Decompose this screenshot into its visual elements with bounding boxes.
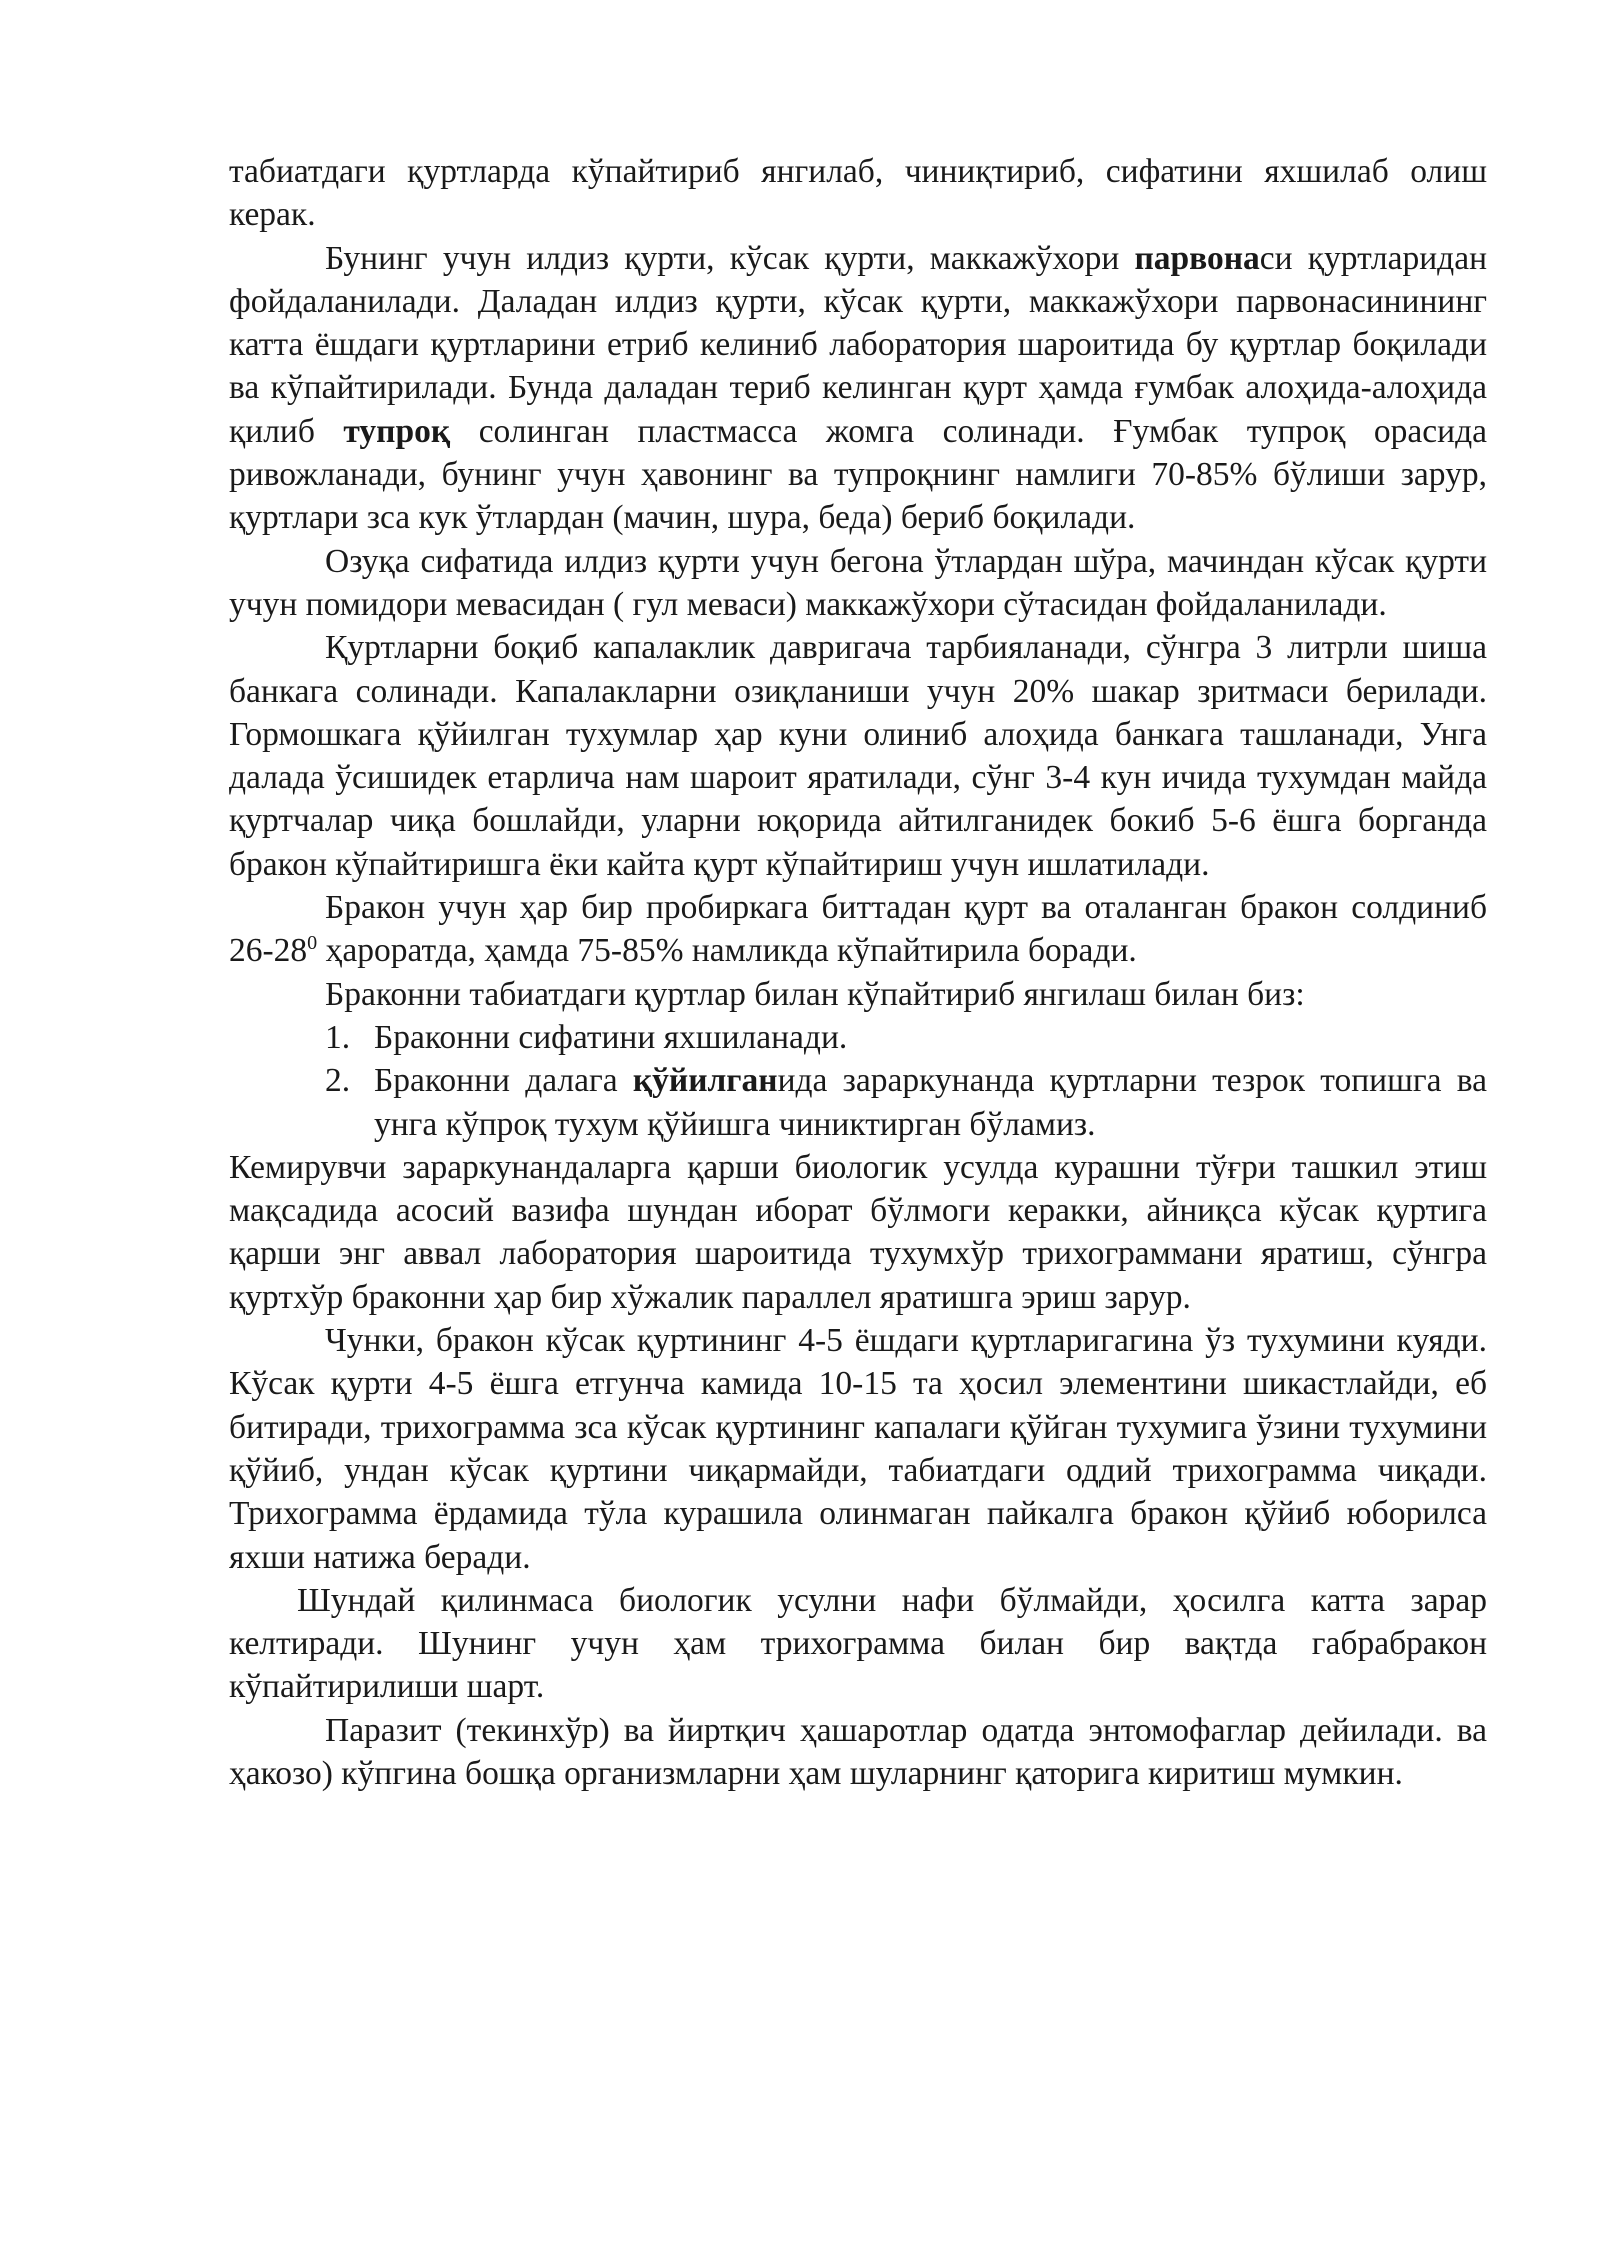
paragraph-2 bbox=[229, 237, 1487, 540]
list-item-number: 2. bbox=[325, 1062, 351, 1100]
paragraph-2-text-c: си қуртларидан фойдаланилади. Даладан илдиз қурти, кўсак қурти, маккажўхори парвонасинининг катта ёшдаги қуртларини етриб келиниб лаборатория шароитида бу қуртлар боқилади ва кўпайтирилади. Бунда даладан териб келинган қурт ҳамда ғумбак алоҳида-алоҳида қилиб bbox=[229, 239, 1487, 450]
paragraph-6: Браконни табиатдаги қуртлар билан кўпайтириб янгилаш билан биз: bbox=[325, 975, 1305, 1013]
bold-word-tuproq: тупроқ bbox=[343, 412, 451, 450]
paragraph-9: Шундай қилинмаса биологик усулни нафи бўлмайди, ҳосилга катта зарар келтиради. Шунинг учун ҳам трихограмма билан бир вақтда габрабракон кўпайтирилиши шарт. bbox=[229, 1581, 1487, 1706]
paragraph-3: Озуқа сифатида илдиз қурти учун бегона ўтлардан шўра, мачиндан кўсак қурти учун помидори мевасидан ( гул меваси) маккажўхори сўтасидан фойдаланилади. bbox=[229, 542, 1487, 623]
degree-superscript: 0 bbox=[307, 932, 318, 955]
paragraph-1: табиатдаги қуртларда кўпайтириб янгилаб, чиниқтириб, сифатини яхшилаб олиш керак. bbox=[229, 153, 1487, 234]
paragraph-8: Чунки, бракон кўсак қуртининг 4-5 ёшдаги қуртларигагина ўз тухумини куяди. Кўсак қурти 4-5 ёшга етгунча камида 10-15 та ҳосил элементини шикастлайди, еб битиради, трихограмма зса кўсак қуртининг капалаги қўйган тухумига ўзини тухумини қўйиб, ундан кўсак қуртини чиқармайди, табиатдаги оддий трихограмма чиқади. Трихограмма ёрдамида тўла курашила олинмаган пайкалга бракон қўйиб юборилса яхши натижа беради. bbox=[229, 1322, 1487, 1576]
bold-word-parvona: парвона bbox=[1134, 239, 1260, 277]
document-page bbox=[229, 150, 1487, 1795]
paragraph-5 bbox=[229, 886, 1487, 973]
paragraph-5-text-a: Бракон учун ҳар бир пробиркага биттадан қурт ва оталанган бракон солдиниб 26-28 bbox=[229, 889, 1487, 970]
list-item-text-c: ида зараркунанда қуртларни тезрок топишга ва унга кўпроқ тухум қўйишга чиниктирган бўламиз. bbox=[374, 1062, 1487, 1143]
paragraph-7: Кемирувчи зараркунандаларга қарши биологик усулда курашни тўғри ташкил этиш мақсадида асосий вазифа шундан иборат бўлмоги керакки, айниқса кўсак қуртига қарши энг аввал лаборатория шароитида тухумхўр трихограммани яратиш, сўнгра қуртхўр браконни ҳар бир хўжалик параллел яратишга эриш зарур. bbox=[229, 1148, 1487, 1316]
list-item bbox=[229, 1059, 1487, 1146]
paragraph-4: Қуртларни боқиб капалаклик давригача тарбияланади, сўнгра 3 литрли шиша банкага солинади. Капалакларни озиқланиши учун 20% шакар зритмаси берилади. Гормошкага қўйилган тухумлар ҳар куни олиниб алоҳида банкага ташланади, Унга далада ўсишидек етарлича нам шароит яратилади, сўнг 3-4 кун ичида тухумдан майда қуртчалар чиқа бошлайди, уларни юқорида айтилганидек бокиб 5-6 ёшга борганда бракон кўпайтиришга ёки кайта қурт кўпайтириш учун ишлатилади. bbox=[229, 629, 1487, 883]
paragraph-2-text-a: Бунинг учун илдиз қурти, кўсак қурти, маккажўхори bbox=[325, 239, 1135, 277]
bold-word-quyilgan: қўйилган bbox=[632, 1062, 778, 1100]
list-item-text: Браконни сифатини яхшиланади. bbox=[374, 1018, 848, 1056]
numbered-list bbox=[229, 1016, 1487, 1146]
list-item bbox=[229, 1016, 1487, 1059]
list-item-number: 1. bbox=[325, 1018, 351, 1056]
paragraph-5-text-b: ҳароратда, ҳамда 75-85% намликда кўпайтирила боради. bbox=[317, 932, 1137, 970]
paragraph-2-text-e: солинган пластмасса жомга солинади. Ғумбак тупроқ орасида ривожланади, бунинг учун ҳавонинг ва тупроқнинг намлиги 70-85% бўлиши зарур, қуртлари зса кук ўтлардан (мачин, шура, беда) бериб боқилади. bbox=[229, 412, 1487, 537]
paragraph-10: Паразит (текинхўр) ва йиртқич ҳашаротлар одатда энтомофаглар дейилади. ва ҳакозо) кўпгина бошқа организмларни ҳам шуларнинг қаторига киритиш мумкин. bbox=[229, 1711, 1487, 1792]
list-item-text-a: Браконни далага bbox=[374, 1062, 633, 1100]
